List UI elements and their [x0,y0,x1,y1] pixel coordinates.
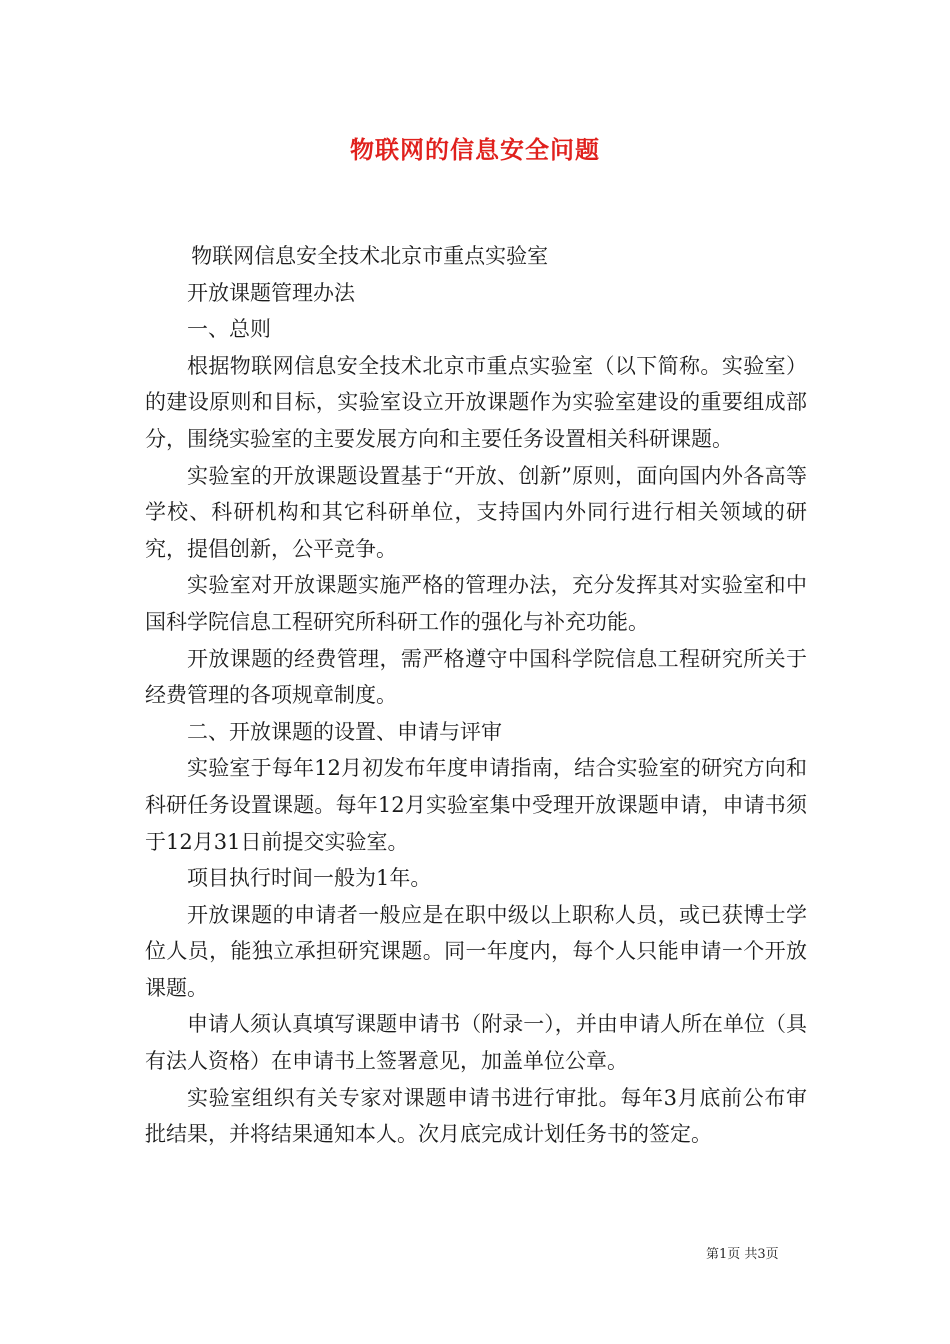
paragraph: 开放课题的申请者一般应是在职中级以上职称人员，或已获博士学位人员，能独立承担研究课题。同一年度内，每个人只能申请一个开放课题。 [145,902,807,1000]
document-title: 物联网的信息安全问题 [350,135,600,164]
section-heading-setup: 二、开放课题的设置、申请与评审 [187,719,502,744]
paragraph-subtitle: 开放课题管理办法 [187,280,355,305]
section-heading-general: 一、总则 [187,317,271,342]
page-number-footer: 第1页 共3页 [706,1247,779,1262]
paragraph-lab-name: 物联网信息安全技术北京市重点实验室 [191,244,549,268]
document-body [145,238,807,1153]
paragraph: 实验室对开放课题实施严格的管理办法，充分发挥其对实验室和中国科学院信息工程研究所科研工作的强化与补充功能。 [145,573,807,634]
paragraph: 实验室组织有关专家对课题申请书进行审批。每年3月底前公布审批结果，并将结果通知本人。次月底完成计划任务书的签定。 [145,1085,807,1147]
paragraph: 实验室的开放课题设置基于“开放、创新”原则，面向国内外各高等学校、科研机构和其它科研单位，支持国内外同行进行相关领域的研究，提倡创新，公平竞争。 [145,463,807,561]
paragraph: 申请人须认真填写课题申请书（附录一），并由申请人所在单位（具有法人资格）在申请书上签署意见，加盖单位公章。 [145,1012,807,1074]
paragraph: 实验室于每年12月初发布年度申请指南，结合实验室的研究方向和科研任务设置课题。每年12月实验室集中受理开放课题申请，申请书须于12月31日前提交实验室。 [145,756,807,854]
paragraph: 项目执行时间一般为1年。 [187,866,432,891]
paragraph: 开放课题的经费管理，需严格遵守中国科学院信息工程研究所关于经费管理的各项规章制度。 [145,646,807,708]
paragraph: 根据物联网信息安全技术北京市重点实验室（以下简称。实验室）的建设原则和目标，实验室设立开放课题作为实验室建设的重要组成部分，围绕实验室的主要发展方向和主要任务设置相关科研课题。 [145,353,807,451]
